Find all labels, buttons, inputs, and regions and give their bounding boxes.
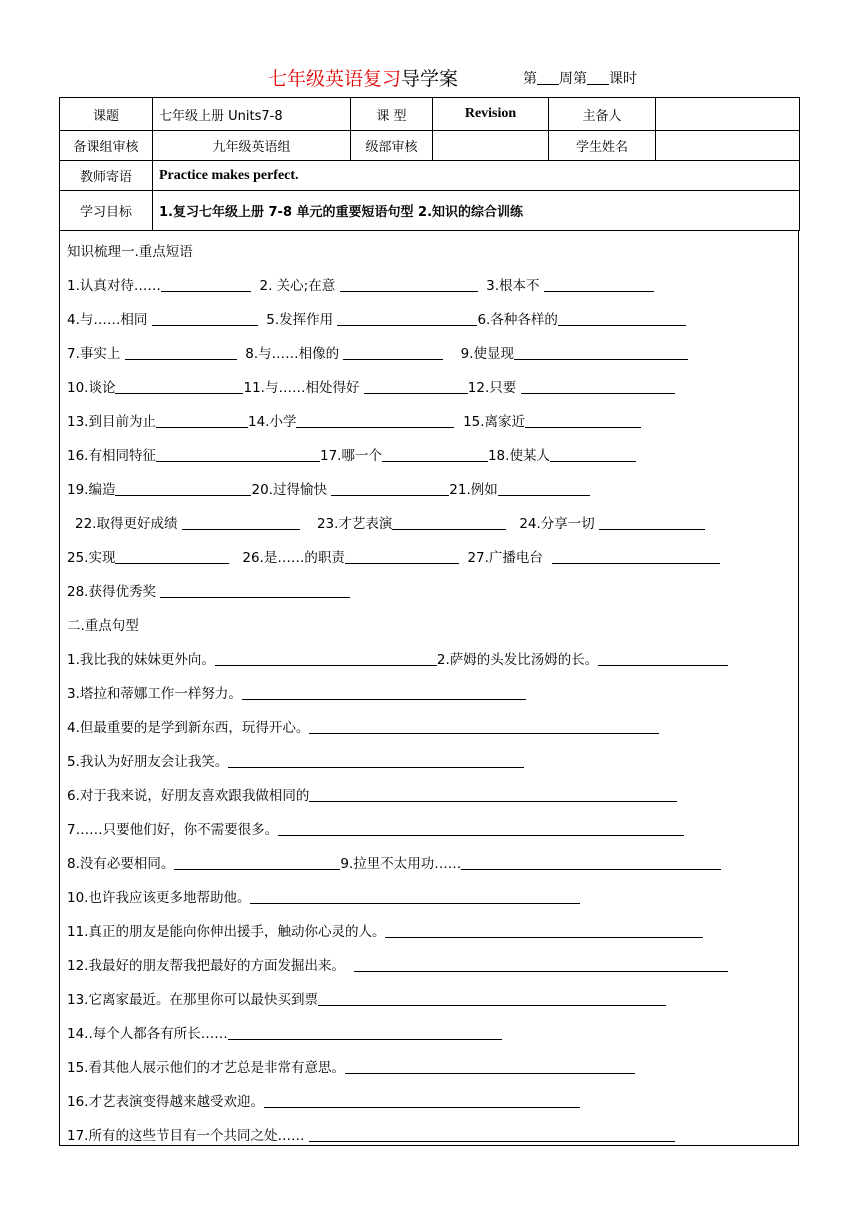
answer-blank[interactable] [309, 719, 659, 734]
answer-blank[interactable] [382, 447, 488, 462]
answer-blank[interactable] [364, 379, 468, 394]
answer-blank[interactable] [125, 345, 237, 360]
student-name-label: 学生姓名 [549, 131, 656, 161]
phrase-row: 28.获得优秀奖 [67, 580, 350, 600]
answer-blank[interactable] [345, 549, 459, 564]
phrase-row: 19.编造 20.过得愉快 21.例如 [67, 478, 590, 498]
answer-blank[interactable] [250, 889, 580, 904]
answer-blank[interactable] [160, 583, 350, 598]
answer-blank[interactable] [525, 413, 641, 428]
answer-blank[interactable] [343, 345, 443, 360]
answer-blank[interactable] [514, 345, 688, 360]
answer-blank[interactable] [115, 549, 229, 564]
answer-blank[interactable] [552, 549, 720, 564]
section-phrases-heading: 知识梳理一.重点短语 [67, 244, 193, 260]
answer-blank[interactable] [345, 1059, 635, 1074]
answer-blank[interactable] [264, 1093, 580, 1108]
answer-blank[interactable] [544, 277, 654, 292]
page-title: 七年级英语复习导学案 [268, 68, 459, 90]
answer-blank[interactable] [558, 311, 686, 326]
section-sentences-heading: 二.重点句型 [67, 618, 139, 634]
sentence-row: 1.我比我的妹妹更外向。 2.萨姆的头发比汤姆的长。 [67, 648, 728, 668]
sentence-row: 3.塔拉和蒂娜工作一样努力。 [67, 682, 526, 702]
phrase-row: 16.有相同特征 17.哪一个 18.使某人 [67, 444, 636, 464]
sentence-row: 5.我认为好朋友会让我笑。 [67, 750, 524, 770]
grade-review-label: 级部审核 [351, 131, 433, 161]
answer-blank[interactable] [498, 481, 590, 496]
phrase-row: 13.到目前为止 14.小学 15.离家近 [67, 410, 641, 430]
answer-blank[interactable] [354, 957, 728, 972]
review-value: 九年级英语组 [153, 131, 351, 161]
answer-blank[interactable] [385, 923, 703, 938]
answer-blank[interactable] [550, 447, 636, 462]
answer-blank[interactable] [599, 515, 705, 530]
answer-blank[interactable] [309, 1127, 675, 1142]
header-table [59, 97, 800, 231]
phrase-row: 10.谈论 11.与……相处得好 12.只要 [67, 376, 675, 396]
review-label: 备课组审核 [60, 131, 153, 161]
sentence-row: 8.没有必要相同。 9.拉里不太用功…… [67, 852, 721, 872]
sentence-row: 6.对于我来说，好朋友喜欢跟我做相同的 [67, 784, 677, 804]
sentence-row: 14..每个人都各有所长…… [67, 1022, 502, 1042]
answer-blank[interactable] [156, 447, 320, 462]
answer-blank[interactable] [228, 1025, 502, 1040]
answer-blank[interactable] [242, 685, 526, 700]
sentence-row: 10.也许我应该更多地帮助他。 [67, 886, 580, 906]
answer-blank[interactable] [521, 379, 675, 394]
topic-value: 七年级上册 Units7-8 [153, 98, 351, 131]
goal-label: 学习目标 [60, 191, 153, 231]
phrase-row: 4.与……相同 5.发挥作用 6.各种各样的 [67, 308, 686, 328]
week-lesson-label: 第 周第 课时 [523, 71, 637, 87]
topic-label: 课题 [60, 98, 153, 131]
sentence-row: 15.看其他人展示他们的才艺总是非常有意思。 [67, 1056, 635, 1076]
answer-blank[interactable] [228, 753, 524, 768]
sentence-row: 11.真正的朋友是能向你伸出援手，触动你心灵的人。 [67, 920, 703, 940]
motto-label: 教师寄语 [60, 161, 153, 191]
answer-blank[interactable] [392, 515, 506, 530]
answer-blank[interactable] [156, 413, 248, 428]
sentence-row: 16.才艺表演变得越来越受欢迎。 [67, 1090, 580, 1110]
sentence-row: 7……只要他们好，你不需要很多。 [67, 818, 684, 838]
goal-value: 1.复习七年级上册 7-8 单元的重要短语句型 2.知识的综合训练 [153, 191, 800, 231]
answer-blank[interactable] [337, 311, 477, 326]
lead-value[interactable] [656, 98, 800, 131]
type-value: Revision [433, 98, 549, 131]
answer-blank[interactable] [174, 855, 340, 870]
motto-value: Practice makes perfect. [153, 161, 800, 191]
answer-blank[interactable] [115, 481, 251, 496]
lead-label: 主备人 [549, 98, 656, 131]
answer-blank[interactable] [182, 515, 300, 530]
phrase-row: 1.认真对待…… 2. 关心;在意 3.根本不 [67, 274, 654, 294]
answer-blank[interactable] [278, 821, 684, 836]
answer-blank[interactable] [215, 651, 437, 666]
answer-blank[interactable] [309, 787, 677, 802]
answer-blank[interactable] [152, 311, 258, 326]
answer-blank[interactable] [340, 277, 478, 292]
answer-blank[interactable] [598, 651, 728, 666]
answer-blank[interactable] [318, 991, 666, 1006]
answer-blank[interactable] [115, 379, 243, 394]
answer-blank[interactable] [296, 413, 454, 428]
answer-blank[interactable] [461, 855, 721, 870]
sentence-row: 12.我最好的朋友帮我把最好的方面发掘出来。 [67, 954, 728, 974]
student-name-value[interactable] [656, 131, 800, 161]
sentence-row: 17.所有的这些节目有一个共同之处…… [67, 1124, 675, 1144]
phrase-row: 7.事实上 8.与……相像的 9.使显现 [67, 342, 688, 362]
sentence-row: 13.它离家最近。在那里你可以最快买到票 [67, 988, 666, 1008]
sentence-row: 4.但最重要的是学到新东西，玩得开心。 [67, 716, 659, 736]
phrase-row: 22.取得更好成绩 23.才艺表演 24.分享一切 [75, 512, 705, 532]
type-label: 课 型 [351, 98, 433, 131]
answer-blank[interactable] [161, 277, 251, 292]
answer-blank[interactable] [331, 481, 449, 496]
phrase-row: 25.实现 26.是……的职责 27.广播电台 [67, 546, 720, 566]
grade-review-value[interactable] [433, 131, 549, 161]
